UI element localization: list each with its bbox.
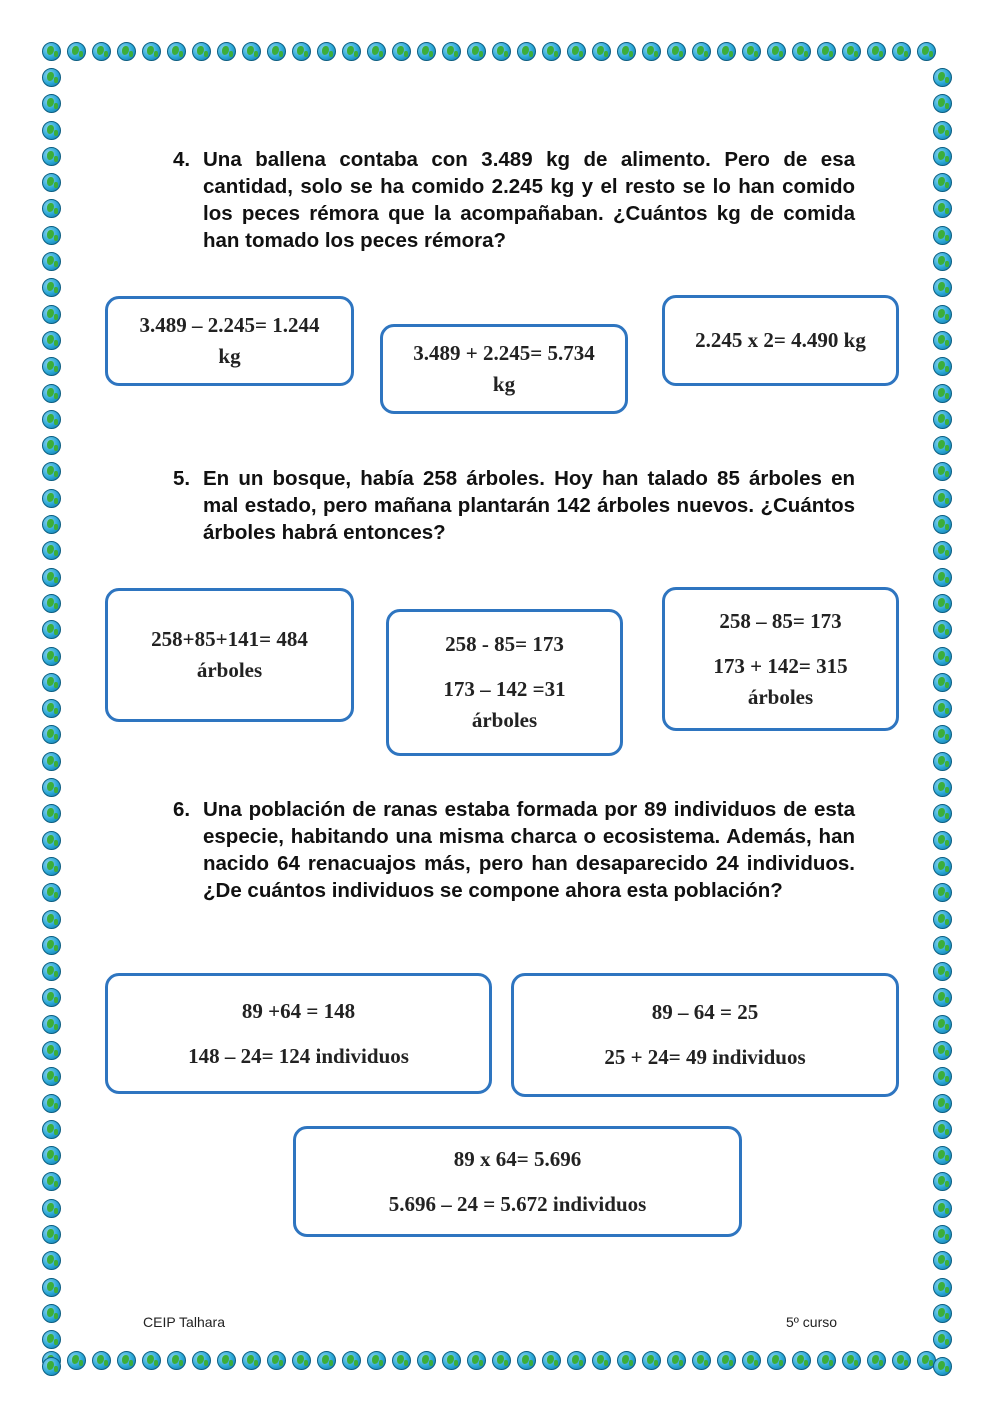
globe-icon: [817, 1351, 836, 1370]
globe-icon: [542, 42, 561, 61]
globe-icon: [67, 1351, 86, 1370]
question-5: [173, 465, 855, 546]
option-line: 2.245 x 2= 4.490 kg: [695, 328, 866, 352]
globe-icon: [842, 42, 861, 61]
globe-icon: [792, 42, 811, 61]
answer-option[interactable]: [662, 295, 899, 386]
globe-icon: [142, 1351, 161, 1370]
globe-icon: [42, 647, 61, 666]
globe-icon: [42, 883, 61, 902]
globe-icon: [933, 410, 952, 429]
globe-icon: [892, 1351, 911, 1370]
globe-icon: [933, 1251, 952, 1270]
answer-option[interactable]: [105, 296, 354, 386]
globe-icon: [242, 42, 261, 61]
globe-icon: [42, 462, 61, 481]
globe-icon: [42, 331, 61, 350]
globe-icon: [933, 252, 952, 271]
globe-icon: [42, 173, 61, 192]
globe-icon: [933, 357, 952, 376]
globe-icon: [42, 620, 61, 639]
globe-icon: [917, 42, 936, 61]
globe-icon: [933, 1278, 952, 1297]
globe-icon: [467, 1351, 486, 1370]
globe-icon: [933, 1357, 952, 1376]
globe-icon: [792, 1351, 811, 1370]
globe-icon: [42, 1304, 61, 1323]
globe-icon: [217, 42, 236, 61]
option-line: 89 x 64= 5.696: [453, 1146, 582, 1171]
globe-icon: [42, 410, 61, 429]
globe-icon: [933, 199, 952, 218]
globe-icon: [842, 1351, 861, 1370]
globe-icon: [517, 1351, 536, 1370]
globe-icon: [42, 1146, 61, 1165]
globe-icon: [42, 94, 61, 113]
option-line: 5.696 – 24 = 5.672 individuos: [388, 1191, 647, 1216]
globe-icon: [142, 42, 161, 61]
globe-icon: [42, 910, 61, 929]
globe-icon: [592, 1351, 611, 1370]
globe-icon: [42, 68, 61, 87]
globe-icon: [933, 962, 952, 981]
globe-icon: [933, 384, 952, 403]
globe-icon: [42, 568, 61, 587]
globe-icon: [42, 1357, 61, 1376]
globe-icon: [933, 94, 952, 113]
globe-border-right: [933, 68, 952, 1376]
globe-icon: [42, 252, 61, 271]
globe-icon: [933, 305, 952, 324]
question-number: 6.: [173, 798, 191, 821]
option-line: 3.489 – 2.245= 1.244: [139, 313, 320, 337]
option-line: 89 +64 = 148: [241, 998, 356, 1023]
globe-icon: [933, 594, 952, 613]
globe-icon: [367, 42, 386, 61]
globe-icon: [42, 121, 61, 140]
globe-icon: [42, 831, 61, 850]
option-line: 173 – 142 =31: [443, 677, 566, 701]
answer-option[interactable]: [105, 973, 492, 1094]
globe-icon: [42, 1199, 61, 1218]
globe-icon: [42, 988, 61, 1007]
globe-icon: [933, 1120, 952, 1139]
globe-icon: [392, 1351, 411, 1370]
globe-icon: [267, 1351, 286, 1370]
globe-icon: [42, 199, 61, 218]
globe-icon: [933, 1067, 952, 1086]
globe-icon: [417, 1351, 436, 1370]
answer-option[interactable]: [386, 609, 623, 756]
globe-icon: [933, 1094, 952, 1113]
globe-icon: [292, 42, 311, 61]
option-line: árboles: [747, 684, 814, 709]
globe-icon: [933, 541, 952, 560]
globe-icon: [933, 462, 952, 481]
globe-icon: [367, 1351, 386, 1370]
globe-icon: [933, 936, 952, 955]
option-line: 258 - 85= 173: [445, 632, 564, 656]
question-text: Una población de ranas estaba formada por 89 individuos de esta especie, habitando una misma charca o ecosistema. Además, han nacido 64 renacuajos más, pero han desaparecido 24 individuos. ¿De cuántos individuos se compone ahora esta población?: [203, 798, 855, 902]
globe-icon: [717, 1351, 736, 1370]
globe-icon: [42, 699, 61, 718]
globe-icon: [542, 1351, 561, 1370]
globe-icon: [42, 857, 61, 876]
globe-icon: [42, 489, 61, 508]
footer-school: CEIP Talhara: [143, 1314, 225, 1330]
globe-icon: [42, 594, 61, 613]
globe-icon: [617, 1351, 636, 1370]
option-line: 3.489 + 2.245= 5.734: [413, 341, 595, 365]
globe-icon: [67, 42, 86, 61]
globe-icon: [933, 831, 952, 850]
globe-icon: [442, 1351, 461, 1370]
globe-icon: [933, 121, 952, 140]
globe-icon: [933, 278, 952, 297]
globe-icon: [933, 1146, 952, 1165]
globe-icon: [692, 42, 711, 61]
globe-icon: [167, 1351, 186, 1370]
globe-icon: [192, 42, 211, 61]
globe-icon: [642, 42, 661, 61]
globe-icon: [692, 1351, 711, 1370]
globe-icon: [92, 42, 111, 61]
globe-icon: [442, 42, 461, 61]
globe-icon: [933, 699, 952, 718]
globe-icon: [42, 42, 61, 61]
globe-icon: [742, 42, 761, 61]
globe-icon: [933, 331, 952, 350]
globe-icon: [42, 278, 61, 297]
question-text: En un bosque, había 258 árboles. Hoy han talado 85 árboles en mal estado, pero mañana plantarán 142 árboles nuevos. ¿Cuántos árboles habrá entonces?: [203, 467, 855, 544]
globe-icon: [567, 1351, 586, 1370]
globe-icon: [933, 804, 952, 823]
globe-icon: [933, 515, 952, 534]
globe-border-top: [42, 42, 936, 61]
option-line: 148 – 24= 124 individuos: [188, 1043, 409, 1068]
option-line: 258+85+141= 484: [151, 627, 308, 651]
globe-icon: [933, 910, 952, 929]
globe-icon: [933, 988, 952, 1007]
globe-icon: [492, 42, 511, 61]
globe-icon: [933, 1330, 952, 1349]
globe-icon: [42, 752, 61, 771]
globe-icon: [933, 673, 952, 692]
globe-icon: [933, 778, 952, 797]
option-line: 258 – 85= 173: [719, 608, 842, 633]
globe-icon: [42, 1251, 61, 1270]
globe-icon: [933, 857, 952, 876]
globe-icon: [92, 1351, 111, 1370]
globe-icon: [667, 1351, 686, 1370]
globe-icon: [317, 42, 336, 61]
option-line: árboles: [471, 708, 538, 732]
globe-icon: [742, 1351, 761, 1370]
globe-icon: [42, 1067, 61, 1086]
globe-icon: [42, 1094, 61, 1113]
globe-icon: [933, 752, 952, 771]
globe-icon: [933, 226, 952, 245]
option-line: árboles: [196, 658, 263, 682]
globe-icon: [42, 936, 61, 955]
globe-icon: [417, 42, 436, 61]
globe-icon: [42, 147, 61, 166]
globe-icon: [292, 1351, 311, 1370]
question-number: 5.: [173, 467, 191, 490]
globe-icon: [42, 962, 61, 981]
globe-icon: [592, 42, 611, 61]
globe-icon: [42, 515, 61, 534]
globe-icon: [933, 1015, 952, 1034]
globe-icon: [267, 42, 286, 61]
globe-icon: [933, 489, 952, 508]
answer-option[interactable]: [380, 324, 628, 414]
option-line: kg: [492, 372, 516, 396]
globe-icon: [717, 42, 736, 61]
globe-icon: [642, 1351, 661, 1370]
globe-icon: [667, 42, 686, 61]
question-number: 4.: [173, 148, 191, 171]
globe-icon: [492, 1351, 511, 1370]
globe-icon: [42, 673, 61, 692]
option-line: 89 – 64 = 25: [651, 1000, 759, 1024]
globe-icon: [617, 42, 636, 61]
globe-icon: [867, 1351, 886, 1370]
question-text: Una ballena contaba con 3.489 kg de alimento. Pero de esa cantidad, solo se ha comido 2.245 kg y el resto se lo han comido los peces rémora que la acompañaban. ¿Cuántos kg de comida han tomado los peces rémora?: [203, 148, 855, 252]
answer-option[interactable]: [105, 588, 354, 722]
globe-icon: [42, 1278, 61, 1297]
globe-border-left: [42, 68, 61, 1376]
option-line: 25 + 24= 49 individuos: [604, 1045, 806, 1069]
globe-icon: [42, 1225, 61, 1244]
globe-icon: [933, 173, 952, 192]
globe-icon: [933, 1225, 952, 1244]
globe-icon: [42, 357, 61, 376]
globe-icon: [867, 42, 886, 61]
globe-icon: [933, 620, 952, 639]
globe-icon: [42, 1120, 61, 1139]
globe-icon: [42, 305, 61, 324]
globe-icon: [567, 42, 586, 61]
globe-icon: [117, 42, 136, 61]
globe-icon: [933, 1172, 952, 1191]
globe-icon: [42, 804, 61, 823]
globe-icon: [933, 568, 952, 587]
globe-border-bottom: [42, 1351, 936, 1370]
globe-icon: [767, 1351, 786, 1370]
globe-icon: [467, 42, 486, 61]
globe-icon: [342, 42, 361, 61]
question-6: [173, 796, 855, 904]
globe-icon: [42, 384, 61, 403]
globe-icon: [392, 42, 411, 61]
globe-icon: [933, 1199, 952, 1218]
question-4: [173, 146, 855, 254]
globe-icon: [42, 778, 61, 797]
globe-icon: [192, 1351, 211, 1370]
globe-icon: [517, 42, 536, 61]
globe-icon: [933, 1304, 952, 1323]
globe-icon: [217, 1351, 236, 1370]
globe-icon: [933, 68, 952, 87]
globe-icon: [42, 725, 61, 744]
globe-icon: [933, 647, 952, 666]
globe-icon: [42, 1015, 61, 1034]
globe-icon: [933, 436, 952, 455]
globe-icon: [42, 1041, 61, 1060]
globe-icon: [342, 1351, 361, 1370]
footer-grade: 5º curso: [786, 1314, 838, 1330]
globe-icon: [933, 883, 952, 902]
globe-icon: [817, 42, 836, 61]
globe-icon: [933, 1041, 952, 1060]
globe-icon: [42, 436, 61, 455]
answer-option[interactable]: [511, 973, 899, 1097]
globe-icon: [117, 1351, 136, 1370]
globe-icon: [933, 725, 952, 744]
option-line: kg: [218, 344, 241, 368]
globe-icon: [42, 1330, 61, 1349]
globe-icon: [167, 42, 186, 61]
globe-icon: [42, 1172, 61, 1191]
globe-icon: [892, 42, 911, 61]
globe-icon: [242, 1351, 261, 1370]
globe-icon: [317, 1351, 336, 1370]
globe-icon: [42, 226, 61, 245]
answer-option[interactable]: [293, 1126, 742, 1237]
globe-icon: [933, 147, 952, 166]
option-line: 173 + 142= 315: [713, 653, 848, 678]
globe-icon: [767, 42, 786, 61]
globe-icon: [42, 541, 61, 560]
answer-option[interactable]: [662, 587, 899, 731]
